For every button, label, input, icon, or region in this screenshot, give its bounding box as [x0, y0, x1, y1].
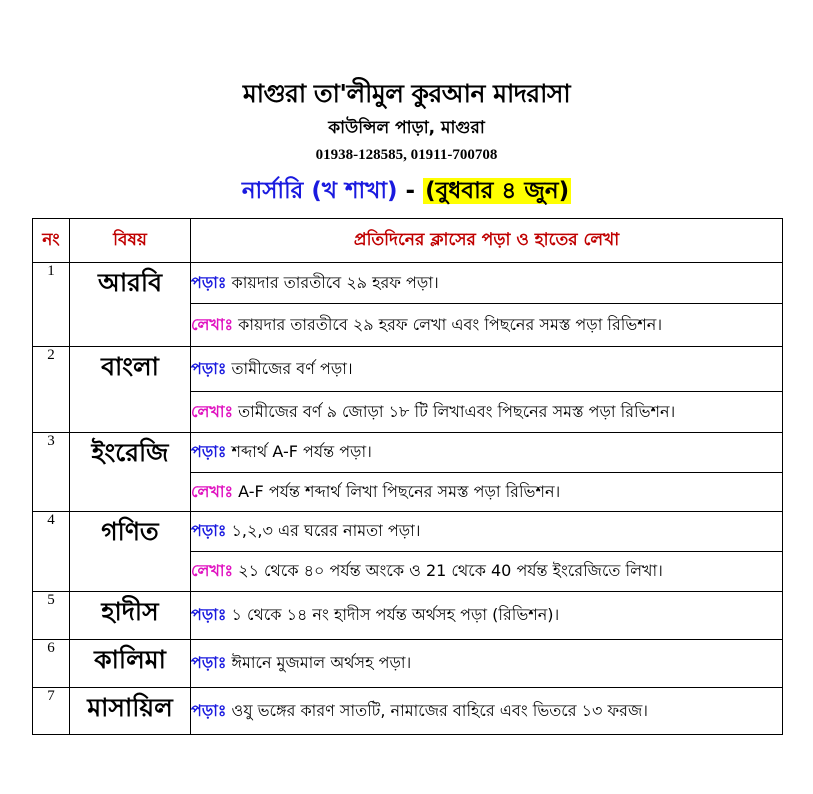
- row-number: 7: [33, 688, 70, 735]
- read-task: [191, 433, 783, 473]
- read-text: কায়দার তারতীবে ২৯ হরফ পড়া।: [226, 272, 439, 292]
- routine-table: [32, 218, 783, 735]
- write-label: লেখাঃ: [191, 314, 234, 334]
- write-label: লেখাঃ: [191, 401, 234, 421]
- row-number: 6: [33, 640, 70, 688]
- subject-name: ইংরেজি: [70, 433, 191, 512]
- table-row: [33, 512, 783, 552]
- table-row: [33, 688, 783, 735]
- page-title: মাগুরা তা'লীমুল কুরআন মাদরাসা: [242, 79, 571, 108]
- subject-name: আরবি: [70, 263, 191, 347]
- write-task: [191, 552, 783, 592]
- subject-name: বাংলা: [70, 347, 191, 433]
- write-text: তামীজের বর্ণ ৯ জোড়া ১৮ টি লিখাএবং পিছনের সমস্ত পড়া রিভিশন।: [233, 401, 676, 421]
- read-text: ঈমানে মুজমাল অর্থসহ পড়া।: [226, 653, 412, 672]
- read-text: ওযু ভঙ্গের কারণ সাতটি, নামাজের বাহিরে এবং ভিতরে ১৩ ফরজ।: [226, 700, 649, 720]
- read-label: পড়াঃ: [191, 442, 227, 461]
- header-task: প্রতিদিনের ক্লাসের পড়া ও হাতের লেখা: [191, 219, 783, 263]
- read-text: ১,২,৩ এর ঘরের নামতা পড়া।: [226, 521, 421, 540]
- write-text: ২১ থেকে ৪০ পর্যন্ত অংকে ও 21 থেকে 40 পর্যন্ত ইংরেজিতে লিখা।: [233, 561, 663, 580]
- write-label: লেখাঃ: [191, 561, 234, 580]
- write-text: কায়দার তারতীবে ২৯ হরফ লেখা এবং পিছনের সমস্ত পড়া রিভিশন।: [233, 314, 663, 334]
- address: কাউন্সিল পাড়া, মাগুরা: [328, 118, 485, 138]
- subject-name: হাদীস: [70, 592, 191, 640]
- row-number: 4: [33, 512, 70, 592]
- table-row: [33, 592, 783, 640]
- read-task: [191, 640, 783, 688]
- write-task: [191, 473, 783, 512]
- read-label: পড়াঃ: [191, 358, 227, 378]
- write-task: [191, 304, 783, 347]
- class-name: নার্সারি (খ শাখা): [241, 178, 398, 204]
- day-highlight: (বুধবার ৪ জুন): [425, 178, 570, 204]
- read-label: পড়াঃ: [191, 272, 227, 292]
- row-number: 2: [33, 347, 70, 433]
- read-label: পড়াঃ: [191, 521, 227, 540]
- header-subject: বিষয়: [70, 219, 191, 263]
- read-text: শব্দার্থ A-F পর্যন্ত পড়া।: [226, 442, 372, 461]
- read-label: পড়াঃ: [191, 653, 227, 672]
- read-task: [191, 592, 783, 640]
- row-number: 1: [33, 263, 70, 347]
- subject-name: মাসায়িল: [70, 688, 191, 735]
- class-heading: [0, 172, 813, 211]
- read-task: [191, 688, 783, 735]
- row-number: 3: [33, 433, 70, 512]
- subject-name: গণিত: [70, 512, 191, 592]
- read-task: [191, 512, 783, 552]
- table-row: [33, 640, 783, 688]
- header-no: নং: [33, 219, 70, 263]
- write-label: লেখাঃ: [191, 481, 234, 501]
- table-row: [33, 347, 783, 392]
- read-label: পড়াঃ: [191, 605, 227, 624]
- table-header-row: [33, 219, 783, 263]
- read-label: পড়াঃ: [191, 700, 227, 720]
- heading-separator: -: [397, 178, 424, 204]
- row-number: 5: [33, 592, 70, 640]
- read-task: [191, 263, 783, 304]
- table-row: [33, 433, 783, 473]
- write-task: [191, 392, 783, 433]
- read-text: তামীজের বর্ণ পড়া।: [226, 358, 353, 378]
- read-task: [191, 347, 783, 392]
- write-text: A-F পর্যন্ত শব্দার্থ লিখা পিছনের সমস্ত পড়া রিভিশন।: [233, 481, 561, 501]
- subject-name: কালিমা: [70, 640, 191, 688]
- phone-numbers: 01938-128585, 01911-700708: [315, 147, 498, 163]
- table-row: [33, 263, 783, 304]
- read-text: ১ থেকে ১৪ নং হাদীস পর্যন্ত অর্থসহ পড়া (রিভিশন)।: [226, 605, 560, 624]
